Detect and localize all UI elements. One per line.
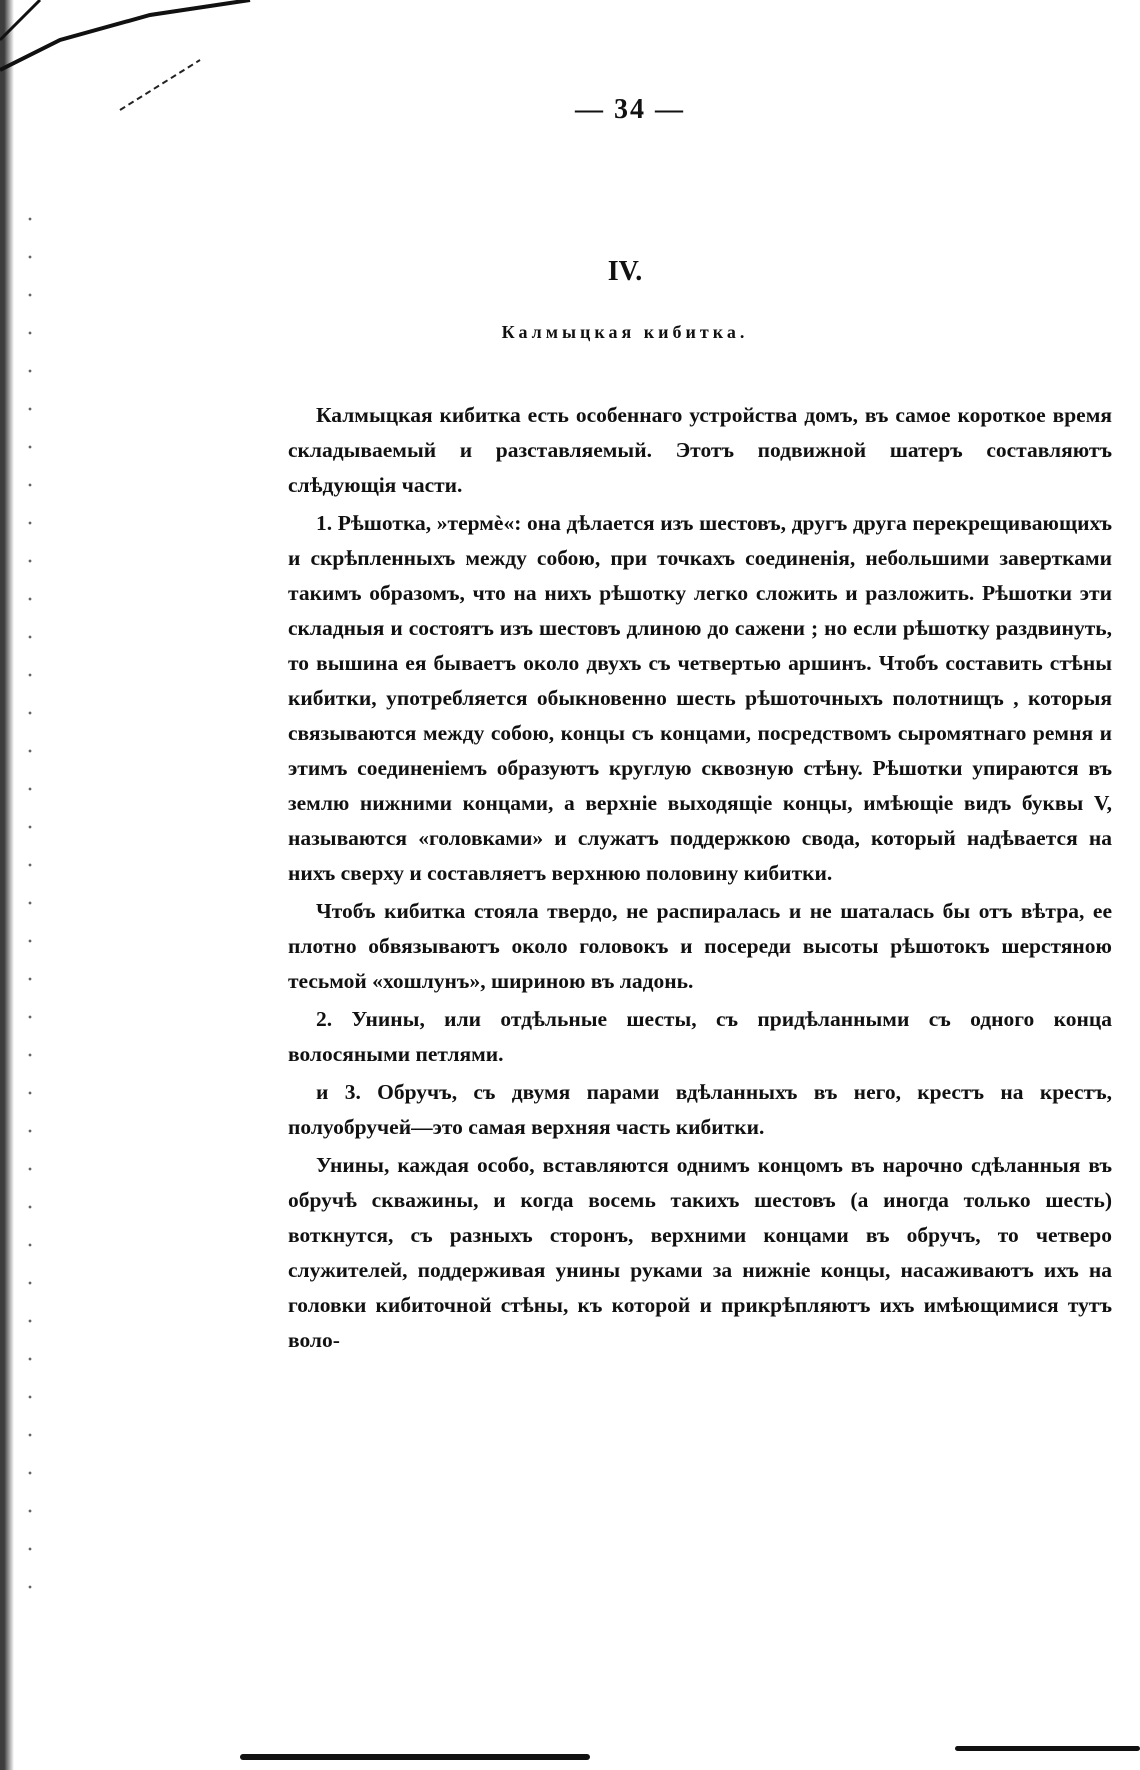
paragraph-3: Чтобъ кибитка стояла твердо, не распиралась и не шаталась бы отъ вѣтра, ее плотно обвязываютъ около головокъ и посереди высоты рѣшотокъ шерстяною тесьмой «хошлунъ», шириною въ ладонь. [288,899,1112,993]
scan-edge-bottom-left [240,1754,590,1760]
scan-edge-bottom-right [955,1746,1140,1751]
chapter-title: Калмыцкая кибитка. [501,322,749,342]
paragraph-5: и 3. Обручъ, съ двумя парами вдѣланныхъ въ него, крестъ на крестъ, полуобручей—это самая верхняя часть кибитки. [288,1080,1112,1139]
paragraph-4: 2. Унины, или отдѣльные шесты, съ придѣланными съ одного конца волосяными петлями. [288,1007,1112,1066]
paragraph-1: Калмыцкая кибитка есть особеннаго устройства домъ, въ самое короткое время складываемый и разставляемый. Этотъ подвижной шатеръ составляютъ слѣдующія части. [288,403,1112,497]
page-number: — 34 — [575,94,685,125]
paragraph-6: Унины, каждая особо, вставляются однимъ концомъ въ нарочно сдѣланныя въ обручѣ скважины, и когда восемь такихъ шестовъ (а иногда только шесть) воткнутся, съ разныхъ сторонъ, верхними концами въ обручъ, то четверо служителей, поддерживая унины руками за нижніе концы, насаживаютъ ихъ на головки кибиточной стѣны, къ которой и прикрѣпляютъ ихъ имѣющимися тутъ воло- [288,1153,1112,1352]
body-text [288,398,1112,1361]
paragraph-2: 1. Рѣшотка, »термè«: она дѣлается изъ шестовъ, другъ друга перекрещивающихъ и скрѣпленныхъ между собою, при точкахъ соединенія, небольшими завертками такимъ образомъ, что на нихъ рѣшотку легко сложить и разложить. Рѣшотки эти складныя и состоятъ изъ шестовъ длиною до сажени ; но если рѣшотку раздвинуть, то вышина ея бываетъ около двухъ съ четвертью аршинъ. Чтобъ составить стѣны кибитки, употребляется обыкновенно шесть рѣшоточныхъ полотнищъ , которыя связываются между собою, концы съ концами, посредствомъ сыромятнаго ремня и этимъ соединеніемъ образуютъ круглую сквозную стѣну. Рѣшотки упираются въ землю нижними концами, а верхніе выходящіе концы, имѣющіе видъ буквы V, называются «головками» и служатъ поддержкою свода, который надѣвается на нихъ сверху и составляетъ верхнюю половину кибитки. [288,511,1112,885]
chapter-number: IV. [607,256,643,287]
scan-specks [28,200,32,1600]
